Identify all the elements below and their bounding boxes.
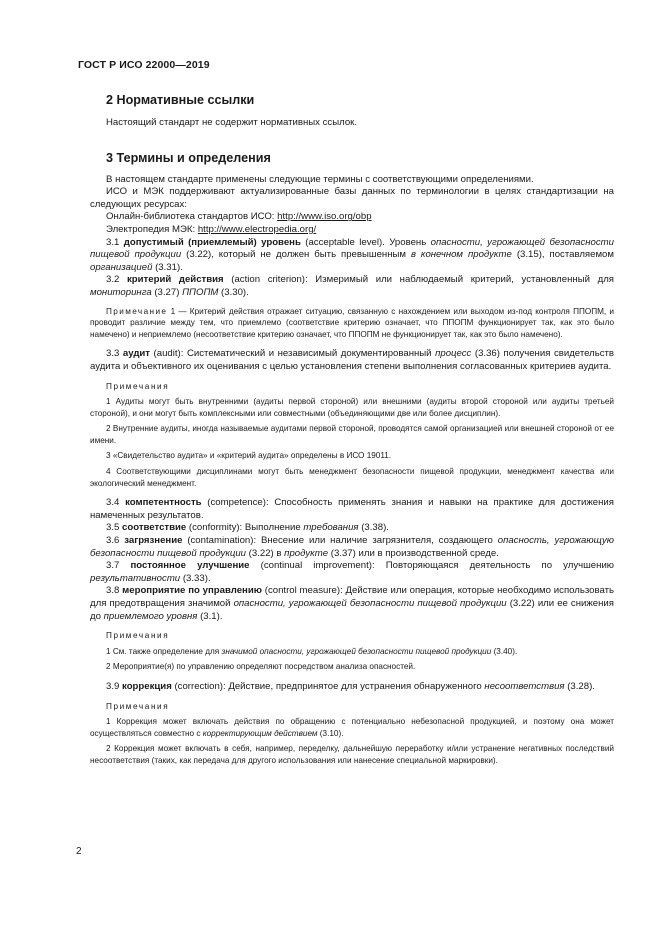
term-text: (3.33).	[180, 572, 211, 584]
page-content	[90, 88, 614, 767]
term-ref: опасность, угрожающую безопасности пищевой продукции	[90, 535, 614, 559]
term-text: (control measure): Действие или операция, которые необходимо использовать для предотвращения значимой	[90, 585, 614, 609]
section-3-iso-iec: ИСО и МЭК поддерживают актуализированные базы данных по терминологии в целях стандартизации на следующих ресурсах:	[90, 186, 614, 210]
term-text: (contamination): Внесение или наличие загрязнителя, создающего	[182, 535, 498, 547]
term-text: (correction): Действие, предпринятое для устранения обнаруженного	[171, 680, 485, 692]
iso-resource-label: Онлайн-библиотека стандартов ИСО:	[106, 211, 278, 223]
term-text: (3.15), поставляемом	[511, 249, 614, 261]
term-text: (3.27)	[151, 286, 183, 298]
note-3-9-2: 2 Коррекция может включать в себя, например, переделку, дальнейшую переработку и/или устранение негативных последствий несоответствия (таких, как передача для другого использования или нанесение специальной маркировки).	[90, 744, 614, 765]
note-3-2	[90, 306, 614, 341]
section-2-heading: 2 Нормативные ссылки	[106, 93, 255, 107]
term-text: (competence): Способность применять знания и навыки на практике для достижения намеченных результатов.	[90, 497, 614, 521]
iso-obp-link[interactable]: http://www.iso.org/obp	[277, 211, 372, 223]
note-3-8-1	[90, 646, 614, 658]
term-text: (3.38).	[358, 522, 389, 534]
section-2-text: Настоящий стандарт не содержит нормативных ссылок.	[106, 117, 358, 128]
iec-resource-label: Электропедия МЭК:	[106, 223, 198, 235]
term-text: (3.36) получения свидетельств аудита и объективного их оценивания с целью установления степени выполнения согласованных критериев аудита.	[90, 348, 615, 372]
term-text: (3.1).	[197, 610, 223, 622]
note-text: 1 — Критерий действия отражает ситуацию, связанную с нахождением или выходом из-под контроля ППОПМ, и проводит различие между тем, что приемлемо (соответствие критерию означает, что ППОПМ функционирует так, как это было намечено) и неприемлемо (несоответствие критерию означает, что ППОПМ не функционирует так, как это было намечено).	[90, 306, 614, 339]
term-title: загрязнение	[124, 535, 183, 547]
term-3-4	[90, 497, 614, 522]
term-number: 3.8	[106, 585, 123, 597]
term-number: 3.3	[106, 348, 123, 360]
term-ref: процесс	[435, 348, 472, 360]
note-3-3-4: 4 Соответствующими дисциплинами могут быть менеджмент безопасности пищевой продукции, менеджмент качества или экологический менеджмент.	[90, 467, 614, 488]
notes-title-3-8: Примечания	[106, 631, 170, 641]
term-text: (3.22) или ее снижения до	[90, 598, 614, 622]
term-ref: результативности	[90, 572, 181, 584]
term-3-6	[90, 535, 614, 560]
note-text: 1 Коррекция может включать действия по обращению с потенциально небезопасной продукцией, и поэтому она может осуществляться совместно с	[90, 717, 614, 738]
term-ref: продукте	[284, 547, 329, 559]
term-3-2	[90, 274, 614, 299]
term-number: 3.9	[106, 680, 123, 692]
term-3-3	[90, 348, 614, 373]
note-text: (3.10).	[317, 728, 344, 738]
note-label: Примечание	[106, 306, 168, 316]
document-header: ГОСТ Р ИСО 22000—2019	[78, 59, 210, 71]
term-ref: опасности, угрожающей безопасности пищевой продукции	[233, 598, 507, 609]
term-3-8	[90, 585, 614, 623]
note-3-9-1	[90, 716, 614, 739]
term-text: (acceptable level). Уровень	[300, 236, 431, 248]
note-text: (3.40).	[491, 646, 518, 656]
term-title: соответствие	[122, 522, 187, 534]
term-title: допустимый (приемлемый) уровень	[123, 236, 301, 248]
term-number: 3.1	[106, 236, 124, 248]
page-number: 2	[76, 846, 82, 857]
term-3-5	[90, 522, 614, 535]
term-ref: опасности, угрожающей безопасности пищевой продукции	[90, 236, 614, 261]
term-ref: несоответствия	[484, 680, 565, 692]
iso-resource	[90, 211, 614, 224]
term-text: (3.28).	[564, 680, 595, 692]
term-title: коррекция	[122, 680, 172, 692]
note-ref: значимой опасности, угрожающей безопасности пищевой продукции	[221, 646, 492, 656]
electropedia-link[interactable]: http://www.electropedia.org/	[197, 223, 317, 235]
section-3-intro: В настоящем стандарте применены следующие термины с соответствующими определениями.	[106, 173, 534, 185]
note-3-3-3: 3 «Свидетельство аудита» и «критерий аудита» определены в ИСО 19011.	[106, 451, 392, 461]
term-ref: ППОПМ	[182, 286, 219, 298]
note-3-3-1: 1 Аудиты могут быть внутренними (аудиты первой стороной) или внешними (аудиты второй стороной или аудиты третьей стороной), и они могут быть комплексными или совместными (объединяющими две или более дисциплин).	[90, 397, 614, 418]
term-number: 3.7	[106, 560, 131, 572]
term-ref: организацией	[90, 261, 153, 273]
term-text: (continual improvement): Повторяющаяся деятельность по улучшению	[249, 560, 614, 572]
term-3-1	[90, 237, 614, 275]
term-text: (audit): Систематический и независимый документированный	[150, 348, 436, 360]
term-text: (action criterion): Измеримый или наблюдаемый критерий, установленный для	[223, 274, 614, 286]
term-text: (3.31).	[152, 261, 183, 273]
term-title: мероприятие по управлению	[122, 585, 262, 597]
term-text: (3.37) или в производственной среде.	[328, 547, 499, 559]
term-title: компетентность	[125, 497, 202, 509]
term-3-9	[90, 681, 614, 694]
term-number: 3.2	[106, 274, 127, 286]
term-ref: мониторинга	[90, 286, 152, 298]
section-3-heading: 3 Термины и определения	[106, 150, 271, 165]
term-ref: требования	[303, 522, 359, 534]
notes-title-3-9: Примечания	[106, 701, 170, 711]
term-ref: приемлемого уровня	[103, 610, 198, 622]
note-3-8-2: 2 Мероприятие(я) по управлению определяют посредством анализа опасностей.	[106, 662, 416, 672]
term-number: 3.4	[106, 497, 126, 509]
term-title: постоянное улучшение	[130, 560, 250, 572]
term-text: (3.30).	[218, 286, 249, 298]
term-3-7	[90, 560, 614, 585]
note-3-3-2: 2 Внутренние аудиты, иногда называемые аудитами первой стороной, проводятся самой организацией или внешней стороной от ее имени.	[90, 424, 614, 445]
term-text: (conformity): Выполнение	[186, 522, 304, 534]
term-ref: в конечном продукте	[410, 249, 512, 261]
term-number: 3.6	[106, 535, 125, 547]
note-ref: корректирующим действием	[202, 728, 318, 738]
note-text: 1 См. также определение для	[106, 646, 222, 656]
term-title: аудит	[122, 348, 151, 360]
notes-title-3-3: Примечания	[106, 381, 170, 391]
iec-resource	[90, 224, 614, 237]
term-text: (3.22), который не должен быть превышенным	[181, 249, 411, 261]
term-number: 3.5	[106, 522, 123, 534]
term-title: критерий действия	[126, 274, 224, 286]
term-text: (3.22) в	[246, 547, 285, 559]
